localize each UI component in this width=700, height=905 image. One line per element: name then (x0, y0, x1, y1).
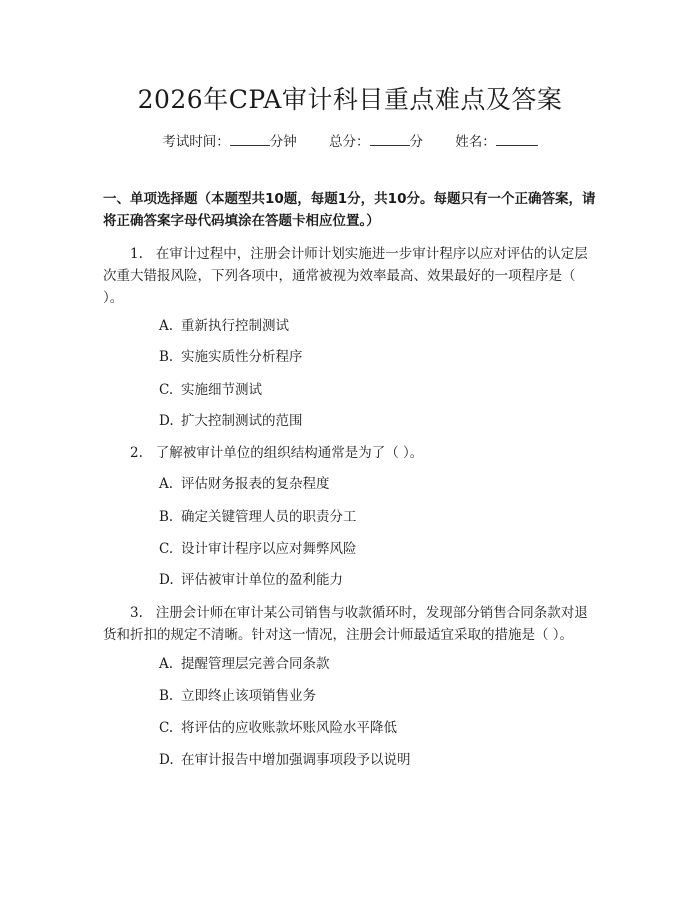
option-text: 重新执行控制测试 (181, 318, 289, 334)
option-letter: B. (159, 688, 174, 704)
option-text: 确定关键管理人员的职责分工 (181, 509, 357, 525)
option-letter: C. (159, 541, 174, 557)
option-text: 扩大控制测试的范围 (181, 413, 303, 429)
option-text: 在审计报告中增加强调事项段予以说明 (181, 752, 411, 768)
option-letter: A. (159, 656, 174, 672)
option-text: 实施实质性分析程序 (181, 349, 303, 365)
q3-option-c (159, 718, 397, 738)
option-text: 评估财务报表的复杂程度 (181, 476, 330, 492)
q3-option-b (159, 686, 316, 706)
option-letter: D. (159, 572, 174, 588)
question-text: 了解被审计单位的组织结构通常是为了（ ）。 (155, 445, 424, 461)
option-letter: D. (159, 752, 174, 768)
q1-option-d (159, 411, 303, 431)
exam-info-line (0, 131, 700, 152)
question-number: 3. (130, 605, 143, 621)
total-score-label: 总分： (329, 134, 370, 150)
total-score-blank (370, 131, 410, 146)
q3-option-a (159, 654, 330, 674)
q1-option-c (159, 380, 262, 400)
option-text: 评估被审计单位的盈利能力 (181, 572, 343, 588)
option-letter: B. (159, 349, 174, 365)
document-title: 2026年CPA审计科目重点难点及答案 (137, 85, 563, 114)
exam-time-unit: 分钟 (269, 134, 297, 150)
exam-time-field (162, 131, 297, 152)
question-number: 2. (130, 445, 143, 461)
q2-option-c (159, 539, 357, 559)
question-text: 在审计过程中，注册会计师计划实施进一步审计程序以应对评估的认定层次重大错报风险，下列各项中，通常被视为效率最高、效果最好的一项程序是（ ）。 (103, 246, 588, 306)
q2-option-b (159, 507, 357, 527)
name-blank (496, 131, 538, 146)
q1-option-b (159, 347, 303, 367)
question-1 (103, 243, 598, 309)
q2-option-d (159, 570, 343, 590)
total-score-unit: 分 (409, 134, 423, 150)
option-letter: B. (159, 509, 174, 525)
option-text: 设计审计程序以应对舞弊风险 (181, 541, 357, 557)
option-text: 实施细节测试 (181, 382, 262, 398)
question-2 (103, 442, 598, 464)
q3-option-d (159, 750, 411, 770)
exam-time-label: 考试时间： (162, 134, 230, 150)
section-heading: 一、单项选择题（本题型共10题，每题1分，共10分。每题只有一个正确答案，请将正确答案字母代码填涂在答题卡相应位置。） (103, 191, 596, 229)
option-letter: C. (159, 382, 174, 398)
option-text: 将评估的应收账款坏账风险水平降低 (181, 720, 397, 736)
option-letter: A. (159, 318, 174, 334)
q2-option-a (159, 474, 330, 494)
exam-time-blank (230, 131, 270, 146)
name-field (455, 131, 538, 152)
name-label: 姓名： (455, 134, 496, 150)
question-3 (103, 602, 598, 646)
question-number: 1. (130, 246, 143, 262)
option-letter: A. (159, 476, 174, 492)
option-text: 立即终止该项销售业务 (181, 688, 316, 704)
q1-option-a (159, 316, 289, 336)
total-score-field (329, 131, 423, 152)
option-letter: D. (159, 413, 174, 429)
option-text: 提醒管理层完善合同条款 (181, 656, 330, 672)
option-letter: C. (159, 720, 174, 736)
question-text: 注册会计师在审计某公司销售与收款循环时，发现部分销售合同条款对退货和折扣的规定不清晰。针对这一情况，注册会计师最适宜采取的措施是（ ）。 (103, 605, 588, 643)
